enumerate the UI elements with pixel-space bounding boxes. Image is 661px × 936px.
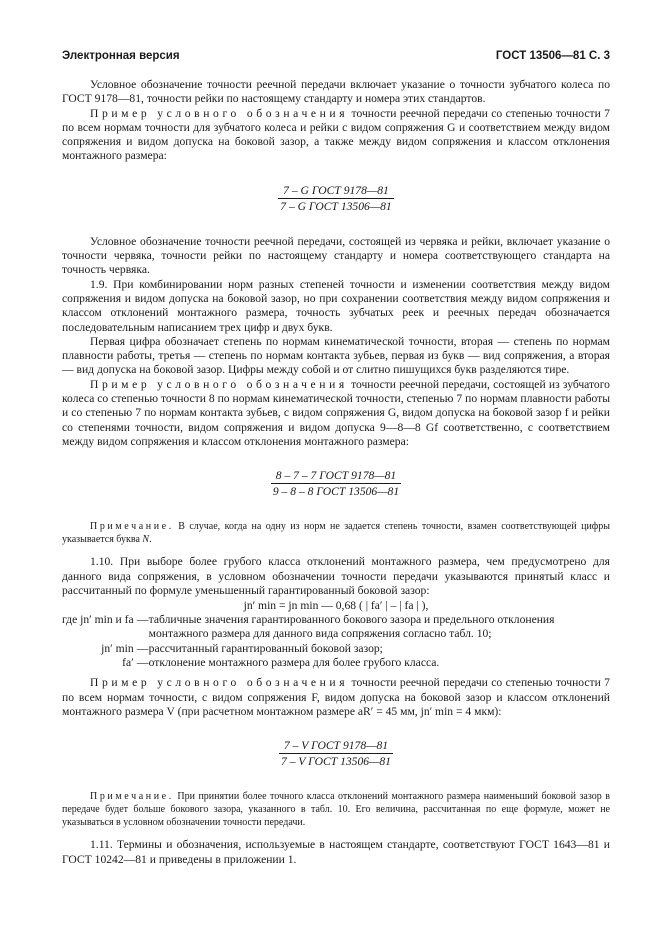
example-text: точности реечной передачи, состоящей из зубчатого колеса со степенью точности 8 по нормам кинематической точности, степенью 7 по нормам плавности работы и со степенью 7 по нормам контакта зубьев, с видом сопряжения G, видом допуска на боковой зазор f и рейки со степенями точности, видом сопряжения и видом допуска 9—8—8 Gf соответственно, с соответствием между видом сопряжения и классом отклонения монтажного размера:: [62, 377, 610, 448]
designation-formula: [62, 184, 610, 213]
document-page: [62, 50, 610, 867]
formula-denominator: 7 – G ГОСТ 13506—81: [280, 199, 392, 213]
formula-numerator: 7 – V ГОСТ 9178—81: [279, 739, 393, 754]
header-left: Электронная версия: [62, 50, 180, 62]
example-paragraph: [62, 107, 610, 164]
page-header: [62, 50, 610, 62]
note-text: В случае, когда на одну из норм не задается степень точности, взамен соответствующей цифры указывается буква: [62, 521, 610, 546]
example-lead: Пример условного обозначения: [90, 676, 349, 690]
clause-1-10: 1.10. При выборе более грубого класса отклонений монтажного размера, чем предусмотрено для данного вида сопряжения, в условном обозначении точности передачи указываются принятый класс и рассчитанный по формуле уменьшенный гарантированный боковой зазор:: [62, 555, 610, 597]
definition-symbol: fa′: [122, 656, 134, 670]
definition-symbol: jn′ min и fa: [80, 613, 134, 627]
definition-text: табличные значения гарантированного бокового зазора и предельного отклонения монтажного размера для данного вида сопряжения согласно табл. 10;: [148, 613, 555, 641]
equation: jn′ min = jn min — 0,68 ( | fa′ | – | fa | ),: [243, 599, 429, 613]
clause-1-11: 1.11. Термины и обозначения, используемые в настоящем стандарте, соответствуют ГОСТ 1643—81 и ГОСТ 10242—81 и приведены в приложении 1.: [62, 838, 610, 866]
definition-row: jn′ min — рассчитанный гарантированный боковой зазор;: [62, 642, 610, 656]
definition-row: где jn′ min и fa — табличные значения гарантированного бокового зазора и предельного отклонения монтажного размера для данного вида сопряжения согласно табл. 10;: [62, 613, 610, 642]
definition-symbol: jn′ min: [101, 641, 134, 655]
example-text: точности реечной передачи со степенью точности 7 по всем нормам точности для зубчатого колеса и рейки с видом сопряжения G и соответствием между видом сопряжения и видом допуска на боковой зазор, а также между видом сопряжения и классом отклонения монтажного размера:: [62, 106, 610, 163]
example-lead: Пример условного обозначения: [90, 377, 348, 391]
formula-numerator: 8 – 7 – 7 ГОСТ 9178—81: [271, 469, 401, 484]
formula-numerator: 7 – G ГОСТ 9178—81: [278, 184, 393, 199]
example-paragraph: [62, 378, 610, 449]
definition-row: fa′ — отклонение монтажного размера для более грубого класса.: [62, 656, 610, 670]
note-letter: N: [142, 534, 150, 546]
clause-1-9: 1.9. При комбинировании норм разных степеней точности и изменении соответствия между видом сопряжения и видом допуска на боковой зазор, но при сохранении соответствия между видом сопряжения и классом отклонений монтажного размера, точность зубчатых реек и реечных передач обозначается последовательным написанием трех цифр и двух букв.: [62, 277, 610, 334]
designation-formula: [62, 469, 610, 498]
definitions-table: [62, 613, 610, 670]
paragraph: Условное обозначение точности реечной передачи включает указание о точности зубчатого колеса по ГОСТ 9178—81, точности рейки по настоящему стандарту и номера этих стандартов.: [62, 78, 610, 106]
definition-text: рассчитанный гарантированный боковой зазор;: [148, 641, 383, 655]
designation-formula: [62, 739, 610, 768]
note: [62, 790, 610, 829]
formula-denominator: 9 – 8 – 8 ГОСТ 13506—81: [272, 485, 400, 499]
note-text: При принятии более точного класса отклонений монтажного размера наименьший боковой зазор в передаче будет больше бокового зазора, указанного в табл. 10. Его величина, рассчитанная по еще формуле, может не указываться в условном обозначении точности передачи.: [62, 791, 610, 829]
note: Примечание. В случае, когда на одну из норм не задается степень точности, взамен соответствующей цифры указывается буква N.: [62, 521, 610, 546]
paragraph: Условное обозначение точности реечной передачи, состоящей из червяка и рейки, включает указание о точности червяка, точности рейки по настоящему стандарту и номера соответствующего стандарта на точность червяка.: [62, 234, 610, 277]
example-lead: Пример условного обозначения: [90, 106, 349, 120]
definition-text: отклонение монтажного размера для более грубого класса.: [148, 656, 440, 670]
example-paragraph: [62, 676, 610, 719]
formula-denominator: 7 – V ГОСТ 13506—81: [281, 755, 391, 769]
header-right: ГОСТ 13506—81 С. 3: [495, 50, 610, 62]
paragraph: Первая цифра обозначает степень по нормам кинематической точности, вторая — степень по нормам плавности работы, третья — степень по нормам контакта зубьев, первая из букв — вид сопряжения, а вторая — вид допуска на боковой зазор. Цифры между собой и от слитно пишущихся букв разделяются тире.: [62, 334, 610, 377]
example-text: точности реечной передачи со степенью точности 7 по всем нормам точности, с видом сопряжения F, видом допуска на боковой зазор и классом отклонений монтажного размера V (при расчетном монтажном размере aR′ = 45 мм, jn′ min = 4 мкм):: [62, 676, 610, 718]
note-lead: Примечание.: [90, 521, 174, 533]
note-lead: Примечание.: [90, 791, 174, 803]
